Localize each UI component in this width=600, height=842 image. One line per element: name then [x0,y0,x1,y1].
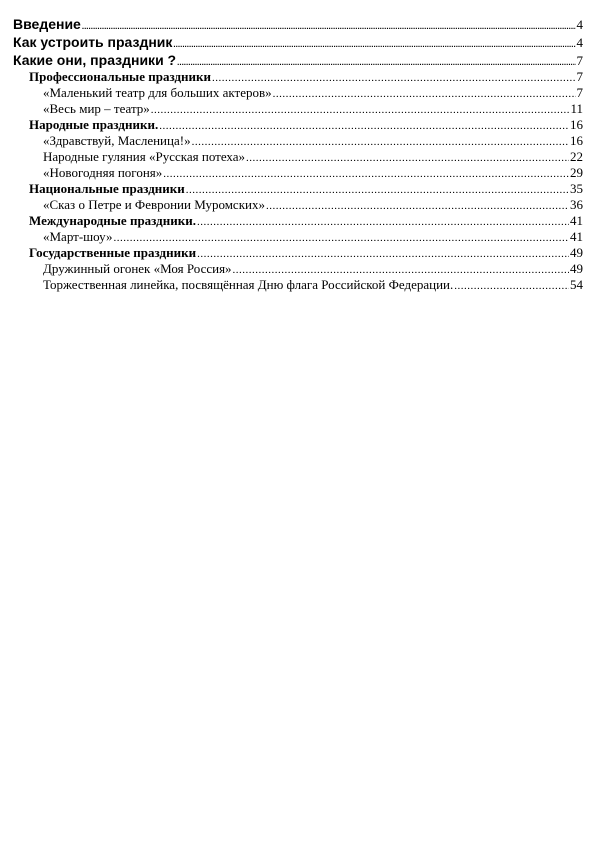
toc-entry-page: 16 [570,117,583,132]
toc-entry-title: «Март-шоу» [43,229,113,244]
toc-entry[interactable] [13,149,583,165]
toc-entry-title: «Здравствуй, Масленица!» [43,133,191,148]
toc-entry-title: Народные праздники. [29,117,159,132]
toc-entry-page: 11 [570,101,583,116]
toc-entry-page: 54 [570,277,583,292]
toc-entry-title: Введение [13,16,81,32]
dot-leader [273,86,576,102]
toc-entry-title: Государственные праздники [29,245,197,260]
toc-entry-page: 49 [570,245,583,260]
toc-entry-page: 41 [570,213,583,228]
toc-entry-title: «Сказ о Петре и Февронии Муромских» [43,197,265,212]
dot-leader [266,198,569,214]
toc-entry-title: «Маленький театр для больших актеров» [43,85,272,100]
dot-leader [163,166,569,182]
toc-entry-page: 4 [576,17,583,32]
toc-entry-title: Какие они, праздники ? [13,52,177,68]
toc-entry-page: 16 [570,133,583,148]
toc-entry-title: Профессиональные праздники [29,69,211,84]
toc-entry-title: Народные гуляния «Русская потеха» [43,149,246,164]
toc-entry-title: Торжественная линейка, посвящённая Дню флага Российской Федерации. [43,277,454,292]
dot-leader [192,134,569,150]
dot-leader [186,182,569,198]
table-of-contents [13,15,583,293]
dot-leader [197,246,569,262]
dot-leader [197,214,569,230]
toc-entry-title: Дружинный огонек «Моя Россия» [43,261,232,276]
dot-leader [212,70,576,86]
toc-entry-title: «Новогодняя погоня» [43,165,163,180]
toc-entry-title: Национальные праздники [29,181,185,196]
toc-entry[interactable] [13,33,583,51]
dot-leader [151,102,570,118]
toc-entry-page: 36 [570,197,583,212]
toc-entry-page: 29 [570,165,583,180]
toc-entry[interactable] [13,197,583,213]
toc-entry[interactable] [13,51,583,69]
toc-entry-page: 35 [570,181,583,196]
toc-entry[interactable] [13,181,583,197]
toc-entry[interactable] [13,101,583,117]
toc-entry-title: Международные праздники. [29,213,196,228]
toc-entry[interactable] [13,69,583,85]
toc-entry-title: «Весь мир – театр» [43,101,150,116]
toc-entry[interactable] [13,85,583,101]
toc-entry-page: 7 [576,53,583,68]
toc-entry[interactable] [13,165,583,181]
toc-entry[interactable] [13,133,583,149]
dot-leader [114,230,569,246]
toc-entry[interactable] [13,15,583,33]
toc-entry-page: 41 [570,229,583,244]
toc-entry[interactable] [13,261,583,277]
toc-entry-page: 7 [576,85,583,100]
toc-entry[interactable] [13,245,583,261]
toc-entry[interactable] [13,213,583,229]
dot-leader [454,278,569,294]
toc-entry[interactable] [13,229,583,245]
dot-leader [173,36,575,54]
toc-entry-page: 7 [576,69,583,84]
dot-leader [233,262,569,278]
toc-entry[interactable] [13,277,583,293]
toc-entry[interactable] [13,117,583,133]
toc-entry-page: 4 [576,35,583,50]
dot-leader [246,150,569,166]
dot-leader [159,118,569,134]
toc-entry-page: 49 [570,261,583,276]
toc-entry-page: 22 [570,149,583,164]
toc-entry-title: Как устроить праздник [13,34,173,50]
